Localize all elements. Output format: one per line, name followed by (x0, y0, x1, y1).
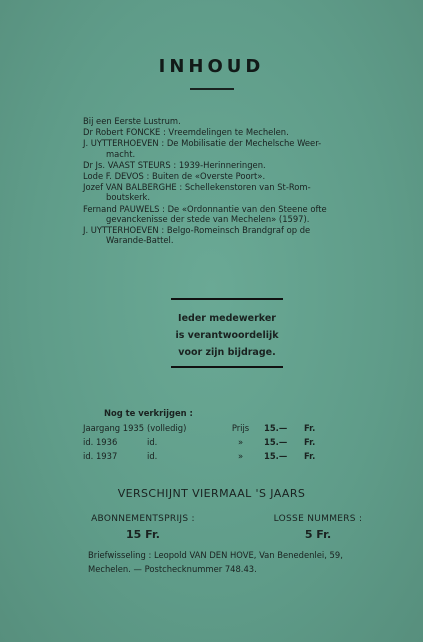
title-underline (190, 88, 234, 90)
contributor-notice (171, 298, 283, 368)
correspondence-line: Briefwisseling : Leopold VAN DEN HOVE, Van Benedenlei, 59, (88, 550, 343, 560)
toc-line: Bij een Eerste Lustrum. (83, 116, 181, 126)
correspondence (88, 548, 388, 576)
toc-entry (83, 204, 383, 224)
price-currency: Fr. (304, 437, 316, 447)
toc-line-continued: Warande-Battel. (106, 235, 174, 246)
price-currency: Fr. (304, 451, 316, 461)
toc-line: J. UYTTERHOEVEN : De Mobilisatie der Mechelsche Weer- (83, 138, 322, 149)
table-of-contents (83, 116, 383, 246)
price-value: 15.— (264, 423, 288, 433)
toc-entry (83, 225, 383, 245)
price-label: » (237, 437, 244, 447)
volume-note: id. (147, 451, 158, 461)
volume: id. 1936 (83, 437, 118, 447)
back-issue-row (83, 449, 343, 463)
notice-line: voor zijn bijdrage. (178, 347, 276, 358)
back-issue-row (83, 435, 343, 449)
toc-entry (83, 160, 383, 170)
single-issue-amount: 5 Fr. (304, 528, 332, 541)
volume-note: (volledig) (147, 423, 187, 433)
back-issues-heading: Nog te verkrijgen : (104, 408, 193, 418)
price-label: » (237, 451, 244, 461)
toc-entry (83, 171, 383, 181)
toc-line-continued: gevanckenisse der stede van Mechelen» (1597). (106, 213, 310, 224)
toc-entry (83, 138, 383, 158)
toc-entry (83, 182, 383, 202)
toc-line-continued: macht. (106, 148, 136, 159)
subscription-price (88, 514, 198, 541)
toc-entry (83, 116, 383, 126)
price-value: 15.— (264, 437, 288, 447)
page-title: INHOUD (158, 56, 265, 77)
back-issue-row (83, 421, 343, 435)
volume: Jaargang 1935 (83, 423, 145, 433)
volume-note: id. (147, 437, 158, 447)
subscription-amount: 15 Fr. (126, 528, 160, 541)
price-currency: Fr. (304, 423, 316, 433)
toc-line: Dr Js. VAAST STEURS : 1939-Herinneringen. (83, 159, 266, 170)
price-label: Prijs (231, 423, 250, 433)
single-issue-price (268, 514, 368, 541)
toc-line: J. UYTTERHOEVEN : Belgo-Romeinsch Brandgraf op de (83, 225, 311, 236)
toc-line: Jozef VAN BALBERGHE : Schellekenstoren van St-Rom- (83, 182, 311, 193)
notice-line: Ieder medewerker (178, 313, 276, 324)
toc-entry (83, 127, 383, 137)
toc-line-continued: boutskerk. (106, 192, 151, 203)
volume: id. 1937 (83, 451, 118, 461)
price-value: 15.— (264, 451, 288, 461)
subscription-label: ABONNEMENTSPRIJS : (91, 514, 195, 524)
toc-line: Dr Robert FONCKE : Vreemdelingen te Mechelen. (83, 127, 289, 138)
notice-line: is verantwoordelijk (175, 330, 279, 341)
single-issue-label: LOSSE NUMMERS : (273, 514, 363, 524)
correspondence-line: Mechelen. — Postchecknummer 748.43. (88, 564, 257, 574)
publication-frequency: VERSCHIJNT VIERMAAL 'S JAARS (117, 487, 306, 500)
toc-line: Lode F. DEVOS : Buiten de «Overste Poort». (83, 171, 266, 182)
back-issues (83, 408, 343, 463)
toc-line: Fernand PAUWELS : De «Ordonnantie van den Steene ofte (83, 203, 327, 214)
